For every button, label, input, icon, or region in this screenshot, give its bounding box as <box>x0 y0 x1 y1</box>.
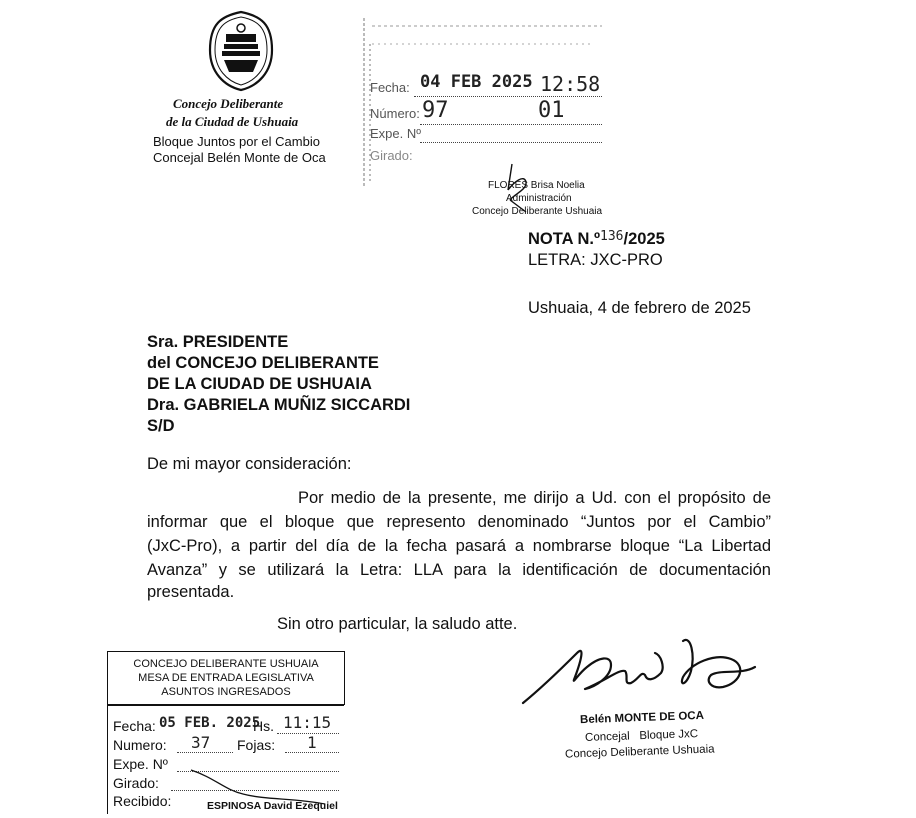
bloque-line: Bloque Juntos por el Cambio <box>153 134 320 149</box>
received-signer-role: Administración <box>506 193 572 204</box>
concejal-line: Concejal Belén Monte de Oca <box>153 150 326 165</box>
received-girado-label: Girado: <box>370 148 413 163</box>
entry-hs-value: 11:15 <box>283 713 332 732</box>
closing: Sin otro particular, la saludo atte. <box>277 615 518 633</box>
entry-receiver-scribble <box>185 760 335 810</box>
recipient-line-5: S/D <box>147 417 175 435</box>
nota-handwritten-number: 136 <box>600 229 624 244</box>
received-numero-label: Número: <box>370 106 420 121</box>
received-stamp <box>362 14 612 190</box>
body-line-3: (JxC-Pro), a partir del día de la fecha pasará a nombrarse bloque “La Libertad <box>147 537 771 555</box>
nota-suffix: /2025 <box>623 230 665 248</box>
body-line-5: presentada. <box>147 583 235 601</box>
signature-role: Concejal Bloque JxC <box>584 728 699 744</box>
entry-stamp-title-3: ASUNTOS INGRESADOS <box>161 686 291 698</box>
entry-stamp-title-1: CONCEJO DELIBERANTE USHUAIA <box>133 658 319 670</box>
entry-hs-label: Hs. <box>253 718 274 734</box>
entry-fojas-value: 1 <box>307 733 317 752</box>
received-fojas-value: 01 <box>538 98 565 123</box>
entry-girado-label: Girado: <box>113 775 159 791</box>
nota-prefix: NOTA N.º <box>528 230 601 248</box>
recipient-line-1: Sra. PRESIDENTE <box>147 333 289 351</box>
recipient-line-3: DE LA CIUDAD DE USHUAIA <box>147 375 372 393</box>
entry-numero-label: Numero: <box>113 737 167 753</box>
handwritten-signature <box>515 625 780 710</box>
received-hora-value: 12:58 <box>540 72 601 96</box>
body-line-2: informar que el bloque que represento denominado “Juntos por el Cambio” <box>147 513 771 531</box>
received-signer-org: Concejo Deliberante Ushuaia <box>472 206 603 217</box>
entry-numero-value: 37 <box>191 733 211 752</box>
signature-name: Belén MONTE DE OCA <box>579 709 705 727</box>
place-date: Ushuaia, 4 de febrero de 2025 <box>528 299 751 317</box>
recipient-line-2: del CONCEJO DELIBERANTE <box>147 354 379 372</box>
entry-recibido-label: Recibido: <box>113 793 172 809</box>
received-fecha-label: Fecha: <box>370 80 410 95</box>
entry-expe-label: Expe. Nº <box>113 756 168 772</box>
institution-line-2: de la Ciudad de Ushuaia <box>166 114 299 129</box>
nota-number <box>528 229 665 249</box>
nota-letra: LETRA: JXC-PRO <box>528 251 663 269</box>
received-fecha-value: 04 FEB 2025 <box>420 72 533 92</box>
initials-scribble <box>496 160 536 220</box>
entry-fojas-label: Fojas: <box>237 737 276 753</box>
received-signer-name: FLORES Brisa Noelia <box>488 180 585 191</box>
recipient-line-4: Dra. GABRIELA MUÑIZ SICCARDI <box>147 396 411 414</box>
body-line-1: Por medio de la presente, me dirijo a Ud. con el propósito de <box>298 489 771 507</box>
received-expe-label: Expe. Nº <box>370 126 421 141</box>
greeting: De mi mayor consideración: <box>147 455 352 473</box>
institution-line-1: Concejo Deliberante <box>173 96 284 111</box>
body-line-4: Avanza” y se utilizará la Letra: LLA para la identificación de documentación <box>147 561 771 579</box>
entry-fecha-value: 05 FEB. 2025 <box>159 715 261 731</box>
entry-recibido-name: ESPINOSA David Ezequiel <box>207 800 338 812</box>
entry-fecha-label: Fecha: <box>113 718 156 734</box>
coat-of-arms-seal <box>206 10 276 92</box>
signature-org: Concejo Deliberante Ushuaia <box>564 743 715 761</box>
received-numero-value: 97 <box>422 98 449 123</box>
entry-stamp-title-2: MESA DE ENTRADA LEGISLATIVA <box>138 672 314 684</box>
received-stamp-frame <box>362 14 612 190</box>
